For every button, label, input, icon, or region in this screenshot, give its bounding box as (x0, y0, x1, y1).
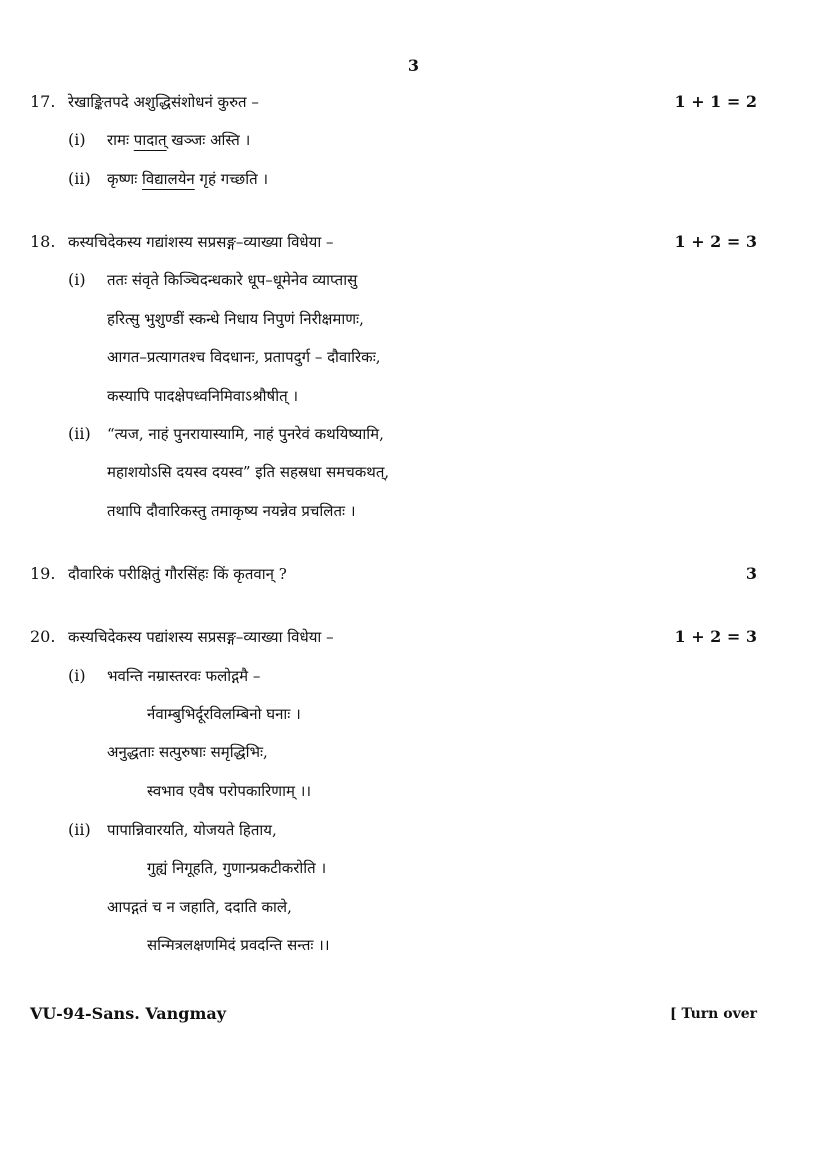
q18-ii-line: “त्यज, नाहं पुनरायास्यामि, नाहं पुनरेवं कथयिष्यामि, (107, 425, 384, 443)
q17-i-pre: रामः (107, 131, 134, 149)
q17-i-underlined-word: पादात् (133, 131, 167, 149)
q20-ii-line: पापान्निवारयति, योजयते हिताय, (107, 821, 277, 839)
question-20-text: कस्यचिदेकस्य पद्यांशस्य सप्रसङ्ग–व्याख्या विधेया – (68, 628, 334, 646)
q20-i-line: स्वभाव एवैष परोपकारिणाम् ।। (147, 782, 312, 800)
question-17-part-ii-text (107, 169, 268, 189)
q20-i-line: अनुद्धताः सत्पुरुषाः समृद्धिभिः, (107, 743, 268, 761)
question-20-part-i-label: (i) (68, 666, 86, 685)
q20-ii-line: आपद्गतं च न जहाति, ददाति काले, (107, 898, 292, 916)
question-19-marks: 3 (745, 564, 757, 583)
q20-i-line: र्नवाम्बुभिर्दूरविलम्बिनो घनाः । (147, 705, 301, 723)
paper-code: VU-94-Sans. Vangmay (30, 1004, 227, 1023)
q18-i-line: ततः संवृते किञ्चिदन्धकारे धूप–धूमेनेव व्याप्तासु (107, 271, 358, 289)
question-19-text: दौवारिकं परीक्षितुं गौरसिंहः किं कृतवान् ? (68, 565, 287, 583)
question-18-marks: 1 + 2 = 3 (674, 232, 757, 251)
question-18-part-ii-label: (ii) (68, 424, 91, 443)
question-18-text: कस्यचिदेकस्य गद्यांशस्य सप्रसङ्ग–व्याख्या विधेया – (68, 233, 334, 251)
question-18-number: 18. (30, 232, 56, 251)
question-18-part-i-label: (i) (68, 270, 86, 289)
q18-i-line: आगत–प्रत्यागतश्च विदधानः, प्रतापदुर्ग – दौवारिकः, (107, 348, 381, 366)
question-17-marks: 1 + 1 = 2 (674, 92, 757, 111)
question-20-marks: 1 + 2 = 3 (674, 627, 757, 646)
question-17-text: रेखाङ्कितपदे अशुद्धिसंशोधनं कुरुत – (68, 93, 259, 111)
q20-ii-line: गुह्यं निगूहति, गुणान्प्रकटीकरोति । (147, 859, 327, 877)
question-17-part-i-label: (i) (68, 130, 86, 149)
q18-ii-line: तथापि दौवारिकस्तु तमाकृष्य नयन्नेव प्रचलितः । (107, 502, 356, 520)
question-19-number: 19. (30, 564, 56, 583)
question-17-part-i-text (107, 130, 250, 150)
q20-ii-line: सन्मित्रलक्षणमिदं प्रवदन्ति सन्तः ।। (147, 936, 330, 954)
question-17-part-ii-label: (ii) (68, 169, 91, 188)
question-20-part-ii-label: (ii) (68, 820, 91, 839)
q17-ii-underlined-word: विद्यालयेन (142, 170, 195, 188)
page-number: 3 (407, 56, 420, 75)
q17-i-post: खञ्जः अस्ति । (166, 131, 251, 149)
q18-i-line: कस्यापि पादक्षेपध्वनिमिवाऽश्रौषीत् । (107, 387, 299, 405)
q18-ii-line: महाशयोऽसि दयस्व दयस्व” इति सहस्रधा समचकथत्, (107, 463, 390, 481)
q20-i-line: भवन्ति नम्रास्तरवः फलोद्गमै – (107, 667, 261, 685)
question-20-number: 20. (30, 627, 56, 646)
q17-ii-post: गृहं गच्छति । (194, 170, 269, 188)
turn-over-note: [ Turn over (670, 1006, 757, 1022)
question-17-number: 17. (30, 92, 56, 111)
q17-ii-pre: कृष्णः (107, 170, 142, 188)
q18-i-line: हरित्सु भुशुण्डीं स्कन्धे निधाय निपुणं निरीक्षमाणः, (107, 310, 364, 328)
